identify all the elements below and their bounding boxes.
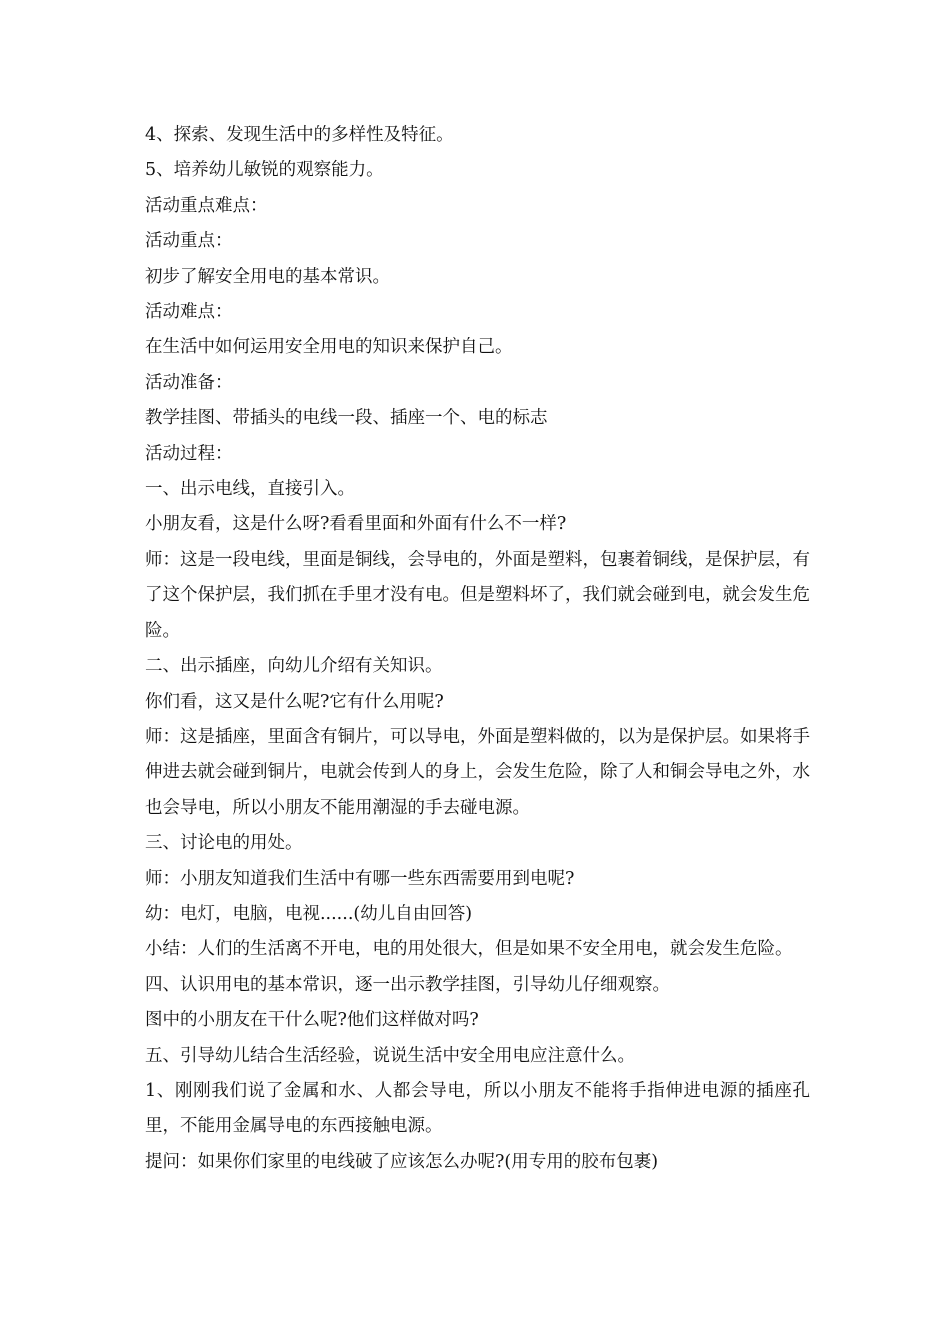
step-2-heading: 二、出示插座，向幼儿介绍有关知识。 <box>145 656 443 677</box>
document-body <box>145 118 810 1180</box>
step-5-heading: 五、引导幼儿结合生活经验，说说生活中安全用电应注意什么。 <box>145 1045 635 1066</box>
step-1-teacher: 师：这是一段电线，里面是铜线，会导电的，外面是塑料，包裹着铜线，是保护层，有了这个保护层，我们抓在手里才没有电。但是塑料坏了，我们就会碰到电，就会发生危险。 <box>145 549 810 641</box>
step-3-summary: 小结：人们的生活离不开电，电的用处很大，但是如果不安全用电，就会发生危险。 <box>145 939 793 960</box>
step-2-teacher: 师：这是插座，里面含有铜片，可以导电，外面是塑料做的，以为是保护层。如果将手伸进去就会碰到铜片，电就会传到人的身上，会发生危险，除了人和铜会导电之外，水也会导电，所以小朋友不能用潮湿的手去碰电源。 <box>145 726 810 818</box>
heading-difficult-points: 活动难点： <box>145 302 233 323</box>
step-1-question: 小朋友看，这是什么呀?看看里面和外面有什么不一样? <box>145 514 567 535</box>
step-3-child: 幼：电灯，电脑，电视......(幼儿自由回答) <box>145 903 473 924</box>
step-3-teacher: 师：小朋友知道我们生活中有哪一些东西需要用到电呢? <box>145 868 575 889</box>
paragraph-goal-4: 4、探索、发现生活中的多样性及特征。 <box>145 125 454 145</box>
step-4-heading: 四、认识用电的基本常识，逐一出示教学挂图，引导幼儿仔细观察。 <box>145 974 670 995</box>
step-1-heading: 一、出示电线，直接引入。 <box>145 479 355 500</box>
paragraph-preparation: 教学挂图、带插头的电线一段、插座一个、电的标志 <box>145 408 548 429</box>
step-2-question: 你们看，这又是什么呢?它有什么用呢? <box>145 691 444 712</box>
step-5-item-1: 1、刚刚我们说了金属和水、人都会导电，所以小朋友不能将手指伸进电源的插座孔里，不能用金属导电的东西接触电源。 <box>145 1080 810 1137</box>
paragraph-key-points: 初步了解安全用电的基本常识。 <box>145 266 390 287</box>
heading-key-points: 活动重点： <box>145 231 233 252</box>
step-3-heading: 三、讨论电的用处。 <box>145 833 303 854</box>
step-5-question: 提问：如果你们家里的电线破了应该怎么办呢?(用专用的胶布包裹) <box>145 1151 659 1172</box>
paragraph-difficult-points: 在生活中如何运用安全用电的知识来保护自己。 <box>145 337 513 358</box>
heading-preparation: 活动准备： <box>145 372 233 393</box>
step-4-question: 图中的小朋友在干什么呢?他们这样做对吗? <box>145 1010 479 1031</box>
heading-process: 活动过程： <box>145 443 233 464</box>
heading-key-difficult-points: 活动重点难点： <box>145 195 268 216</box>
paragraph-goal-5: 5、培养幼儿敏锐的观察能力。 <box>145 160 384 181</box>
